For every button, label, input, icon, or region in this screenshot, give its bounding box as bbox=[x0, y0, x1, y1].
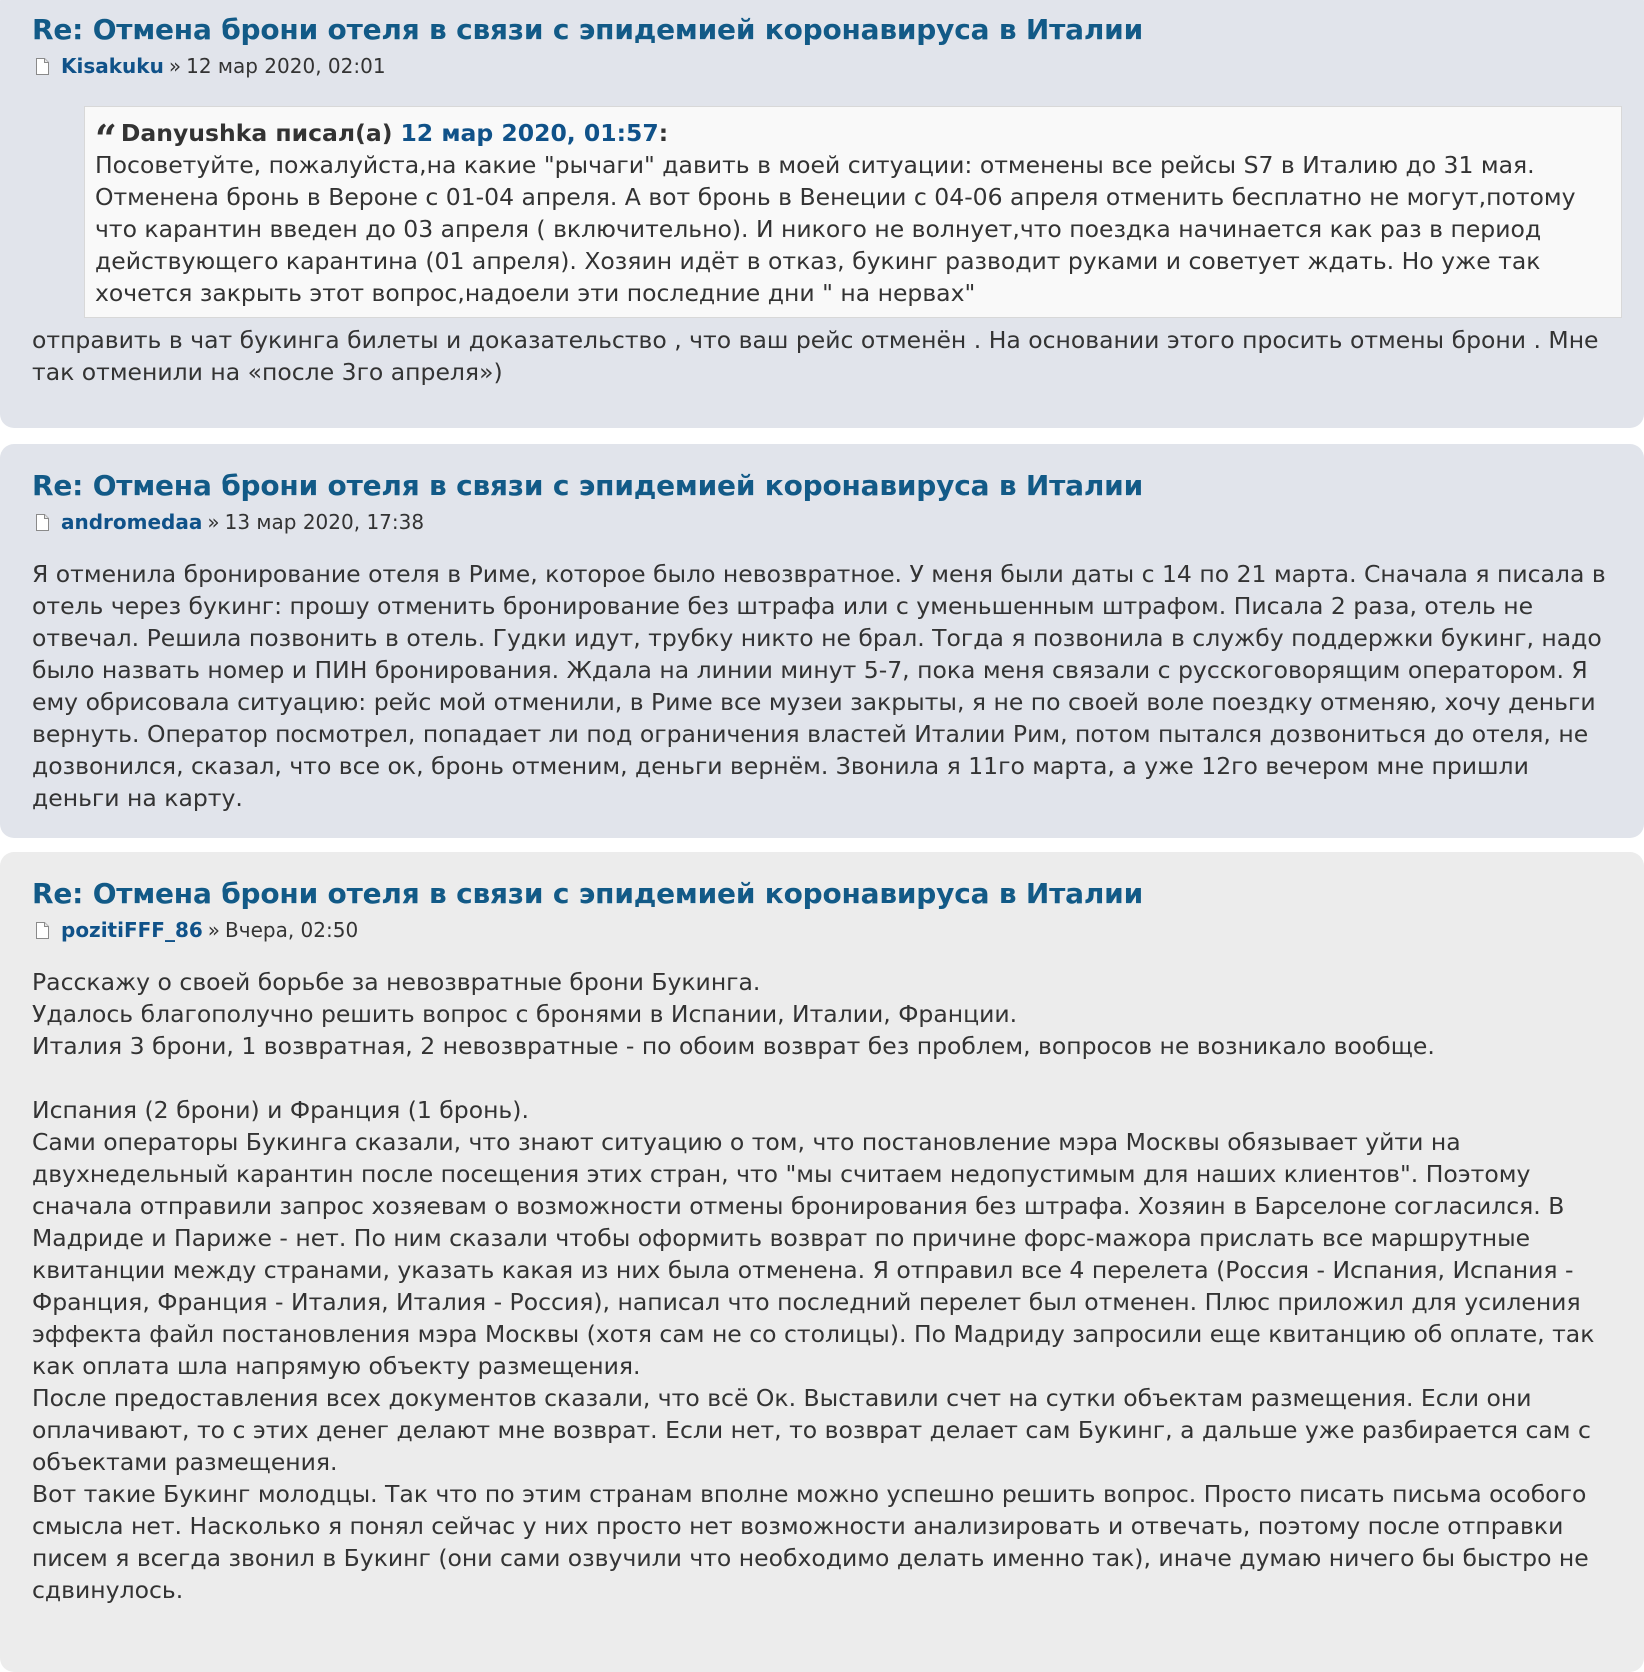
post-icon[interactable] bbox=[36, 514, 49, 531]
blank-line bbox=[32, 1062, 1622, 1094]
post-2 bbox=[0, 444, 1644, 838]
post-body: Я отменила бронирование отеля в Риме, которое было невозвратное. У меня были даты с 14 по 21 марта. Сначала я писала в отель через букинг: прошу отменить бронирование без штрафа или с уменьшенным штрафом. Писала 2 раза, отель не отвечал. Решила позвонить в отель. Гудки идут, трубку никто не брал. Тогда я позвонила в службу поддержки букинг, надо было назвать номер и ПИН бронирования. Ждала на линии минут 5-7, пока меня связали с русскоговорящим оператором. Я ему обрисовала ситуацию: рейс мой отменили, в Риме все музеи закрыты, я не по своей воле поездку отменяю, хочу деньги вернуть. Оператор посмотрел, попадает ли под ограничения властей Италии Рим, потом пытался дозвониться до отеля, не дозвонился, сказал, что все ок, бронь отменим, деньги вернём. Звонила я 11го марта, а уже 12го вечером мне пришли деньги на карту. bbox=[32, 560, 1606, 812]
quote-icon: “ bbox=[95, 116, 111, 161]
post-3 bbox=[0, 852, 1644, 1672]
post-content bbox=[32, 966, 1622, 1606]
post-paragraph: Италия 3 брони, 1 возвратная, 2 невозвратные - по обоим возврат без проблем, вопросов не возникало вообще. bbox=[32, 1032, 1435, 1060]
post-icon[interactable] bbox=[36, 58, 49, 75]
post-body: отправить в чат букинга билеты и доказательство , что ваш рейс отменён . На основании этого просить отмены брони . Мне так отменили на «после 3го апреля») bbox=[32, 326, 1599, 386]
post-paragraph: Удалось благополучно решить вопрос с бронями в Испании, Италии, Франции. bbox=[32, 1000, 1018, 1028]
post-paragraph: Сами операторы Букинга сказали, что знают ситуацию о том, что постановление мэра Москвы обязывает уйти на двухнедельный карантин после посещения этих стран, что "мы считаем недопустимым для наших клиентов". Поэтому сначала отправили запрос хозяевам о возможности отмены бронирования без штрафа. Хозяин в Барселоне согласился. В Мадриде и Париже - нет. По ним сказали чтобы оформить возврат по причине форс-мажора прислать все маршрутные квитанции между странами, указать какая из них была отменена. Я отправил все 4 перелета (Россия - Испания, Испания - Франция, Франция - Италия, Италия - Россия), написал что последний перелет был отменен. Плюс приложил для усиления эффекта файл постановления мэра Москвы (хотя сам не со столицы). По Мадриду запросили еще квитанцию об оплате, так как оплата шла напрямую объекту размещения. bbox=[32, 1128, 1595, 1380]
separator: » bbox=[168, 54, 182, 78]
separator: » bbox=[207, 918, 221, 942]
post-title[interactable]: Re: Отмена брони отеля в связи с эпидемией коронавируса в Италии bbox=[32, 13, 1144, 46]
quote-header bbox=[95, 116, 1611, 161]
post-paragraph: После предоставления всех документов сказали, что всё Ок. Выставили счет на сутки объектам размещения. Если они оплачивают, то с этих денег делают мне возврат. Если нет, то возврат делает сам Букинг, а дальше уже разбирается сам с объектами размещения. bbox=[32, 1384, 1591, 1476]
post-date: Вчера, 02:50 bbox=[225, 918, 359, 942]
post-content bbox=[32, 558, 1622, 814]
quote-text: Посоветуйте, пожалуйста,на какие "рычаги" давить в моей ситуации: отменены все рейсы S7 в Италию до 31 мая. Отменена бронь в Вероне с 01-04 апреля. А вот бронь в Венеции с 04-06 апреля отменить бесплатно не могут,потому что карантин введен до 03 апреля ( включительно). И никого не волнует,что поездка начинается как раз в период действующего карантина (01 апреля). Хозяин идёт в отказ, букинг разводит руками и советует ждать. Но уже так хочется закрыть этот вопрос,надоели эти последние дни " на нервах" bbox=[95, 151, 1576, 307]
quote-author: Danyushka писал(а) bbox=[120, 119, 393, 147]
post-title[interactable]: Re: Отмена брони отеля в связи с эпидемией коронавируса в Италии bbox=[32, 469, 1144, 502]
author-link[interactable]: pozitiFFF_86 bbox=[61, 918, 203, 942]
post-content bbox=[32, 106, 1622, 388]
quote-colon: : bbox=[658, 119, 669, 147]
post-title[interactable]: Re: Отмена брони отеля в связи с эпидемией коронавируса в Италии bbox=[32, 877, 1144, 910]
post-paragraph: Вот такие Букинг молодцы. Так что по этим странам вполне можно успешно решить вопрос. Просто писать письма особого смысла нет. Насколько я понял сейчас у них просто нет возможности анализировать и отвечать, поэтому после отправки писем я всегда звонил в Букинг (они сами озвучили что необходимо делать именно так), иначе думаю ничего бы быстро не сдвинулось. bbox=[32, 1480, 1589, 1604]
post-author-line bbox=[32, 508, 1622, 536]
post-author-line bbox=[32, 52, 1622, 80]
post-paragraph: Испания (2 брони) и Франция (1 бронь). bbox=[32, 1096, 529, 1124]
post-1 bbox=[0, 0, 1644, 428]
post-author-line bbox=[32, 916, 1622, 944]
separator: » bbox=[207, 510, 220, 534]
quote-block bbox=[84, 106, 1622, 318]
post-date: 12 мар 2020, 02:01 bbox=[186, 54, 386, 78]
author-link[interactable]: andromedaa bbox=[61, 510, 203, 534]
author-link[interactable]: Kisakuku bbox=[61, 54, 164, 78]
post-icon[interactable] bbox=[36, 922, 49, 939]
post-date: 13 мар 2020, 17:38 bbox=[224, 510, 425, 534]
quote-date-link[interactable]: 12 мар 2020, 01:57 bbox=[400, 119, 659, 147]
post-paragraph: Расскажу о своей борьбе за невозвратные брони Букинга. bbox=[32, 968, 761, 996]
